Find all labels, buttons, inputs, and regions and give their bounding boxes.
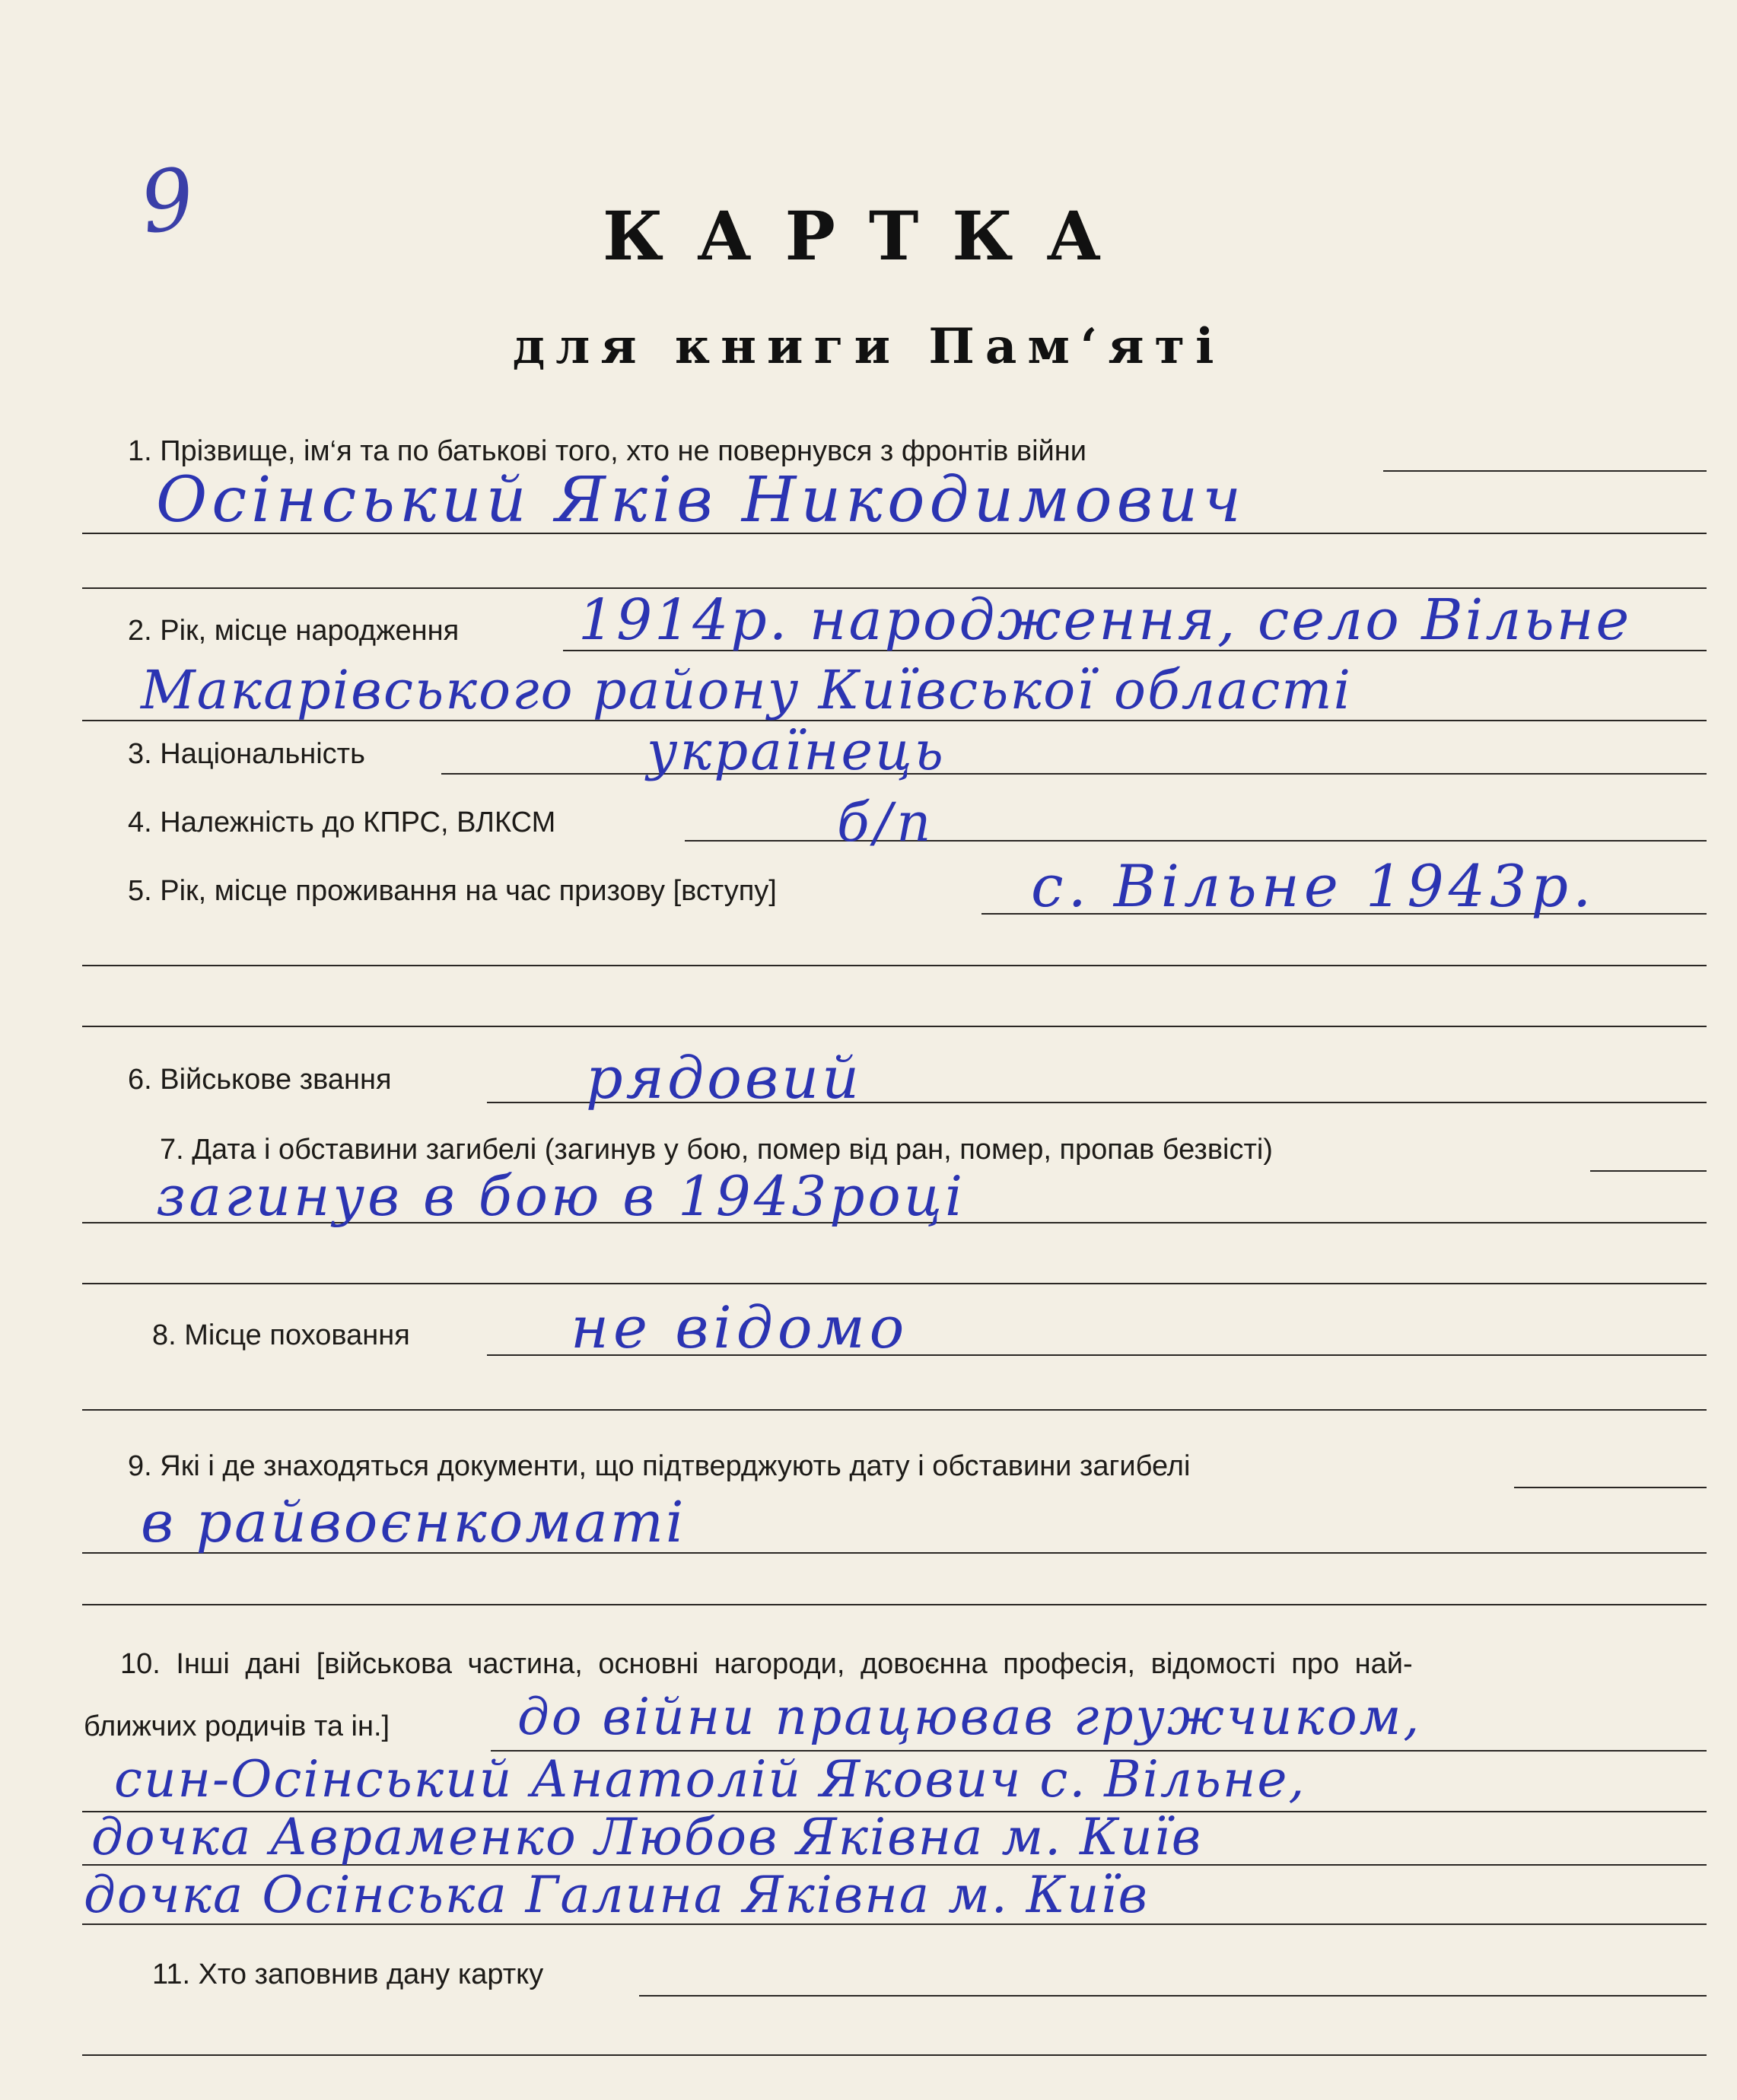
field-4-label: 4. Належність до КПРС, ВЛКСМ <box>128 807 556 838</box>
field-9-label: 9. Які і де знаходяться документи, що підтверджують дату і обставини загибелі <box>128 1450 1191 1482</box>
field-10-value-line-3: дочка Авраменко Любов Яківна м. Київ <box>91 1808 1203 1866</box>
card-subtitle: для книги Пам‘яті <box>512 318 1225 375</box>
field-7-rule <box>82 1283 1707 1284</box>
field-4-value: б/п <box>837 791 936 854</box>
card-title: КАРТКА <box>602 196 1135 275</box>
field-10-label-line-1: 10. Інші дані [військова частина, основні нагороди, довоєнна професія, відомості про най- <box>120 1648 1413 1680</box>
field-7-rule <box>1590 1170 1707 1172</box>
field-11-label: 11. Хто заповнив дану картку <box>152 1958 544 1990</box>
field-11-rule <box>639 1995 1707 1997</box>
field-10-value-line-2: син-Осінський Анатолій Якович с. Вільне, <box>114 1750 1306 1809</box>
field-10-value-line-4: дочка Осінська Галина Яківна м. Київ <box>84 1866 1149 1924</box>
field-5-value: с. Вільне 1943р. <box>1031 852 1596 920</box>
field-3-label: 3. Національність <box>128 738 365 770</box>
field-1-value: Осінський Яків Никодимович <box>156 464 1246 536</box>
field-3-value: українець <box>647 720 946 782</box>
field-5-rule <box>82 1026 1707 1027</box>
field-9-rule <box>1514 1487 1707 1488</box>
field-5-rule <box>82 965 1707 966</box>
field-1-label: 1. Прізвище, ім‘я та по батькові того, хто не повернувся з фронтів війни <box>128 435 1086 467</box>
field-8-value: не відомо <box>571 1293 909 1361</box>
field-9-rule <box>82 1604 1707 1605</box>
field-6-value: рядовий <box>586 1044 863 1112</box>
field-5-label: 5. Рік, місце проживання на час призову [вступу] <box>128 875 777 907</box>
field-1-rule <box>1383 470 1707 472</box>
field-11-rule <box>82 2054 1707 2056</box>
field-2-value-line-2: Макарівського району Київської області <box>141 659 1353 721</box>
handwritten-page-number: 9 <box>134 148 201 253</box>
field-7-label: 7. Дата і обставини загибелі (загинув у бою, помер від ран, помер, пропав безвісті) <box>160 1134 1273 1166</box>
field-9-value: в райвоєнкоматі <box>141 1490 686 1555</box>
field-3-rule <box>441 773 1707 775</box>
field-6-label: 6. Військове звання <box>128 1064 392 1096</box>
field-7-value: загинув в бою в 1943році <box>156 1164 966 1228</box>
field-10-label-line-2: ближчих родичів та ін.] <box>84 1710 390 1742</box>
field-2-value-line-1: 1914р. народження, село Вільне <box>578 587 1632 653</box>
field-8-rule <box>82 1409 1707 1411</box>
field-8-label: 8. Місце поховання <box>152 1319 410 1351</box>
field-2-label: 2. Рік, місце народження <box>128 615 460 647</box>
field-10-value-line-1: до війни працював гружчиком, <box>517 1688 1422 1746</box>
